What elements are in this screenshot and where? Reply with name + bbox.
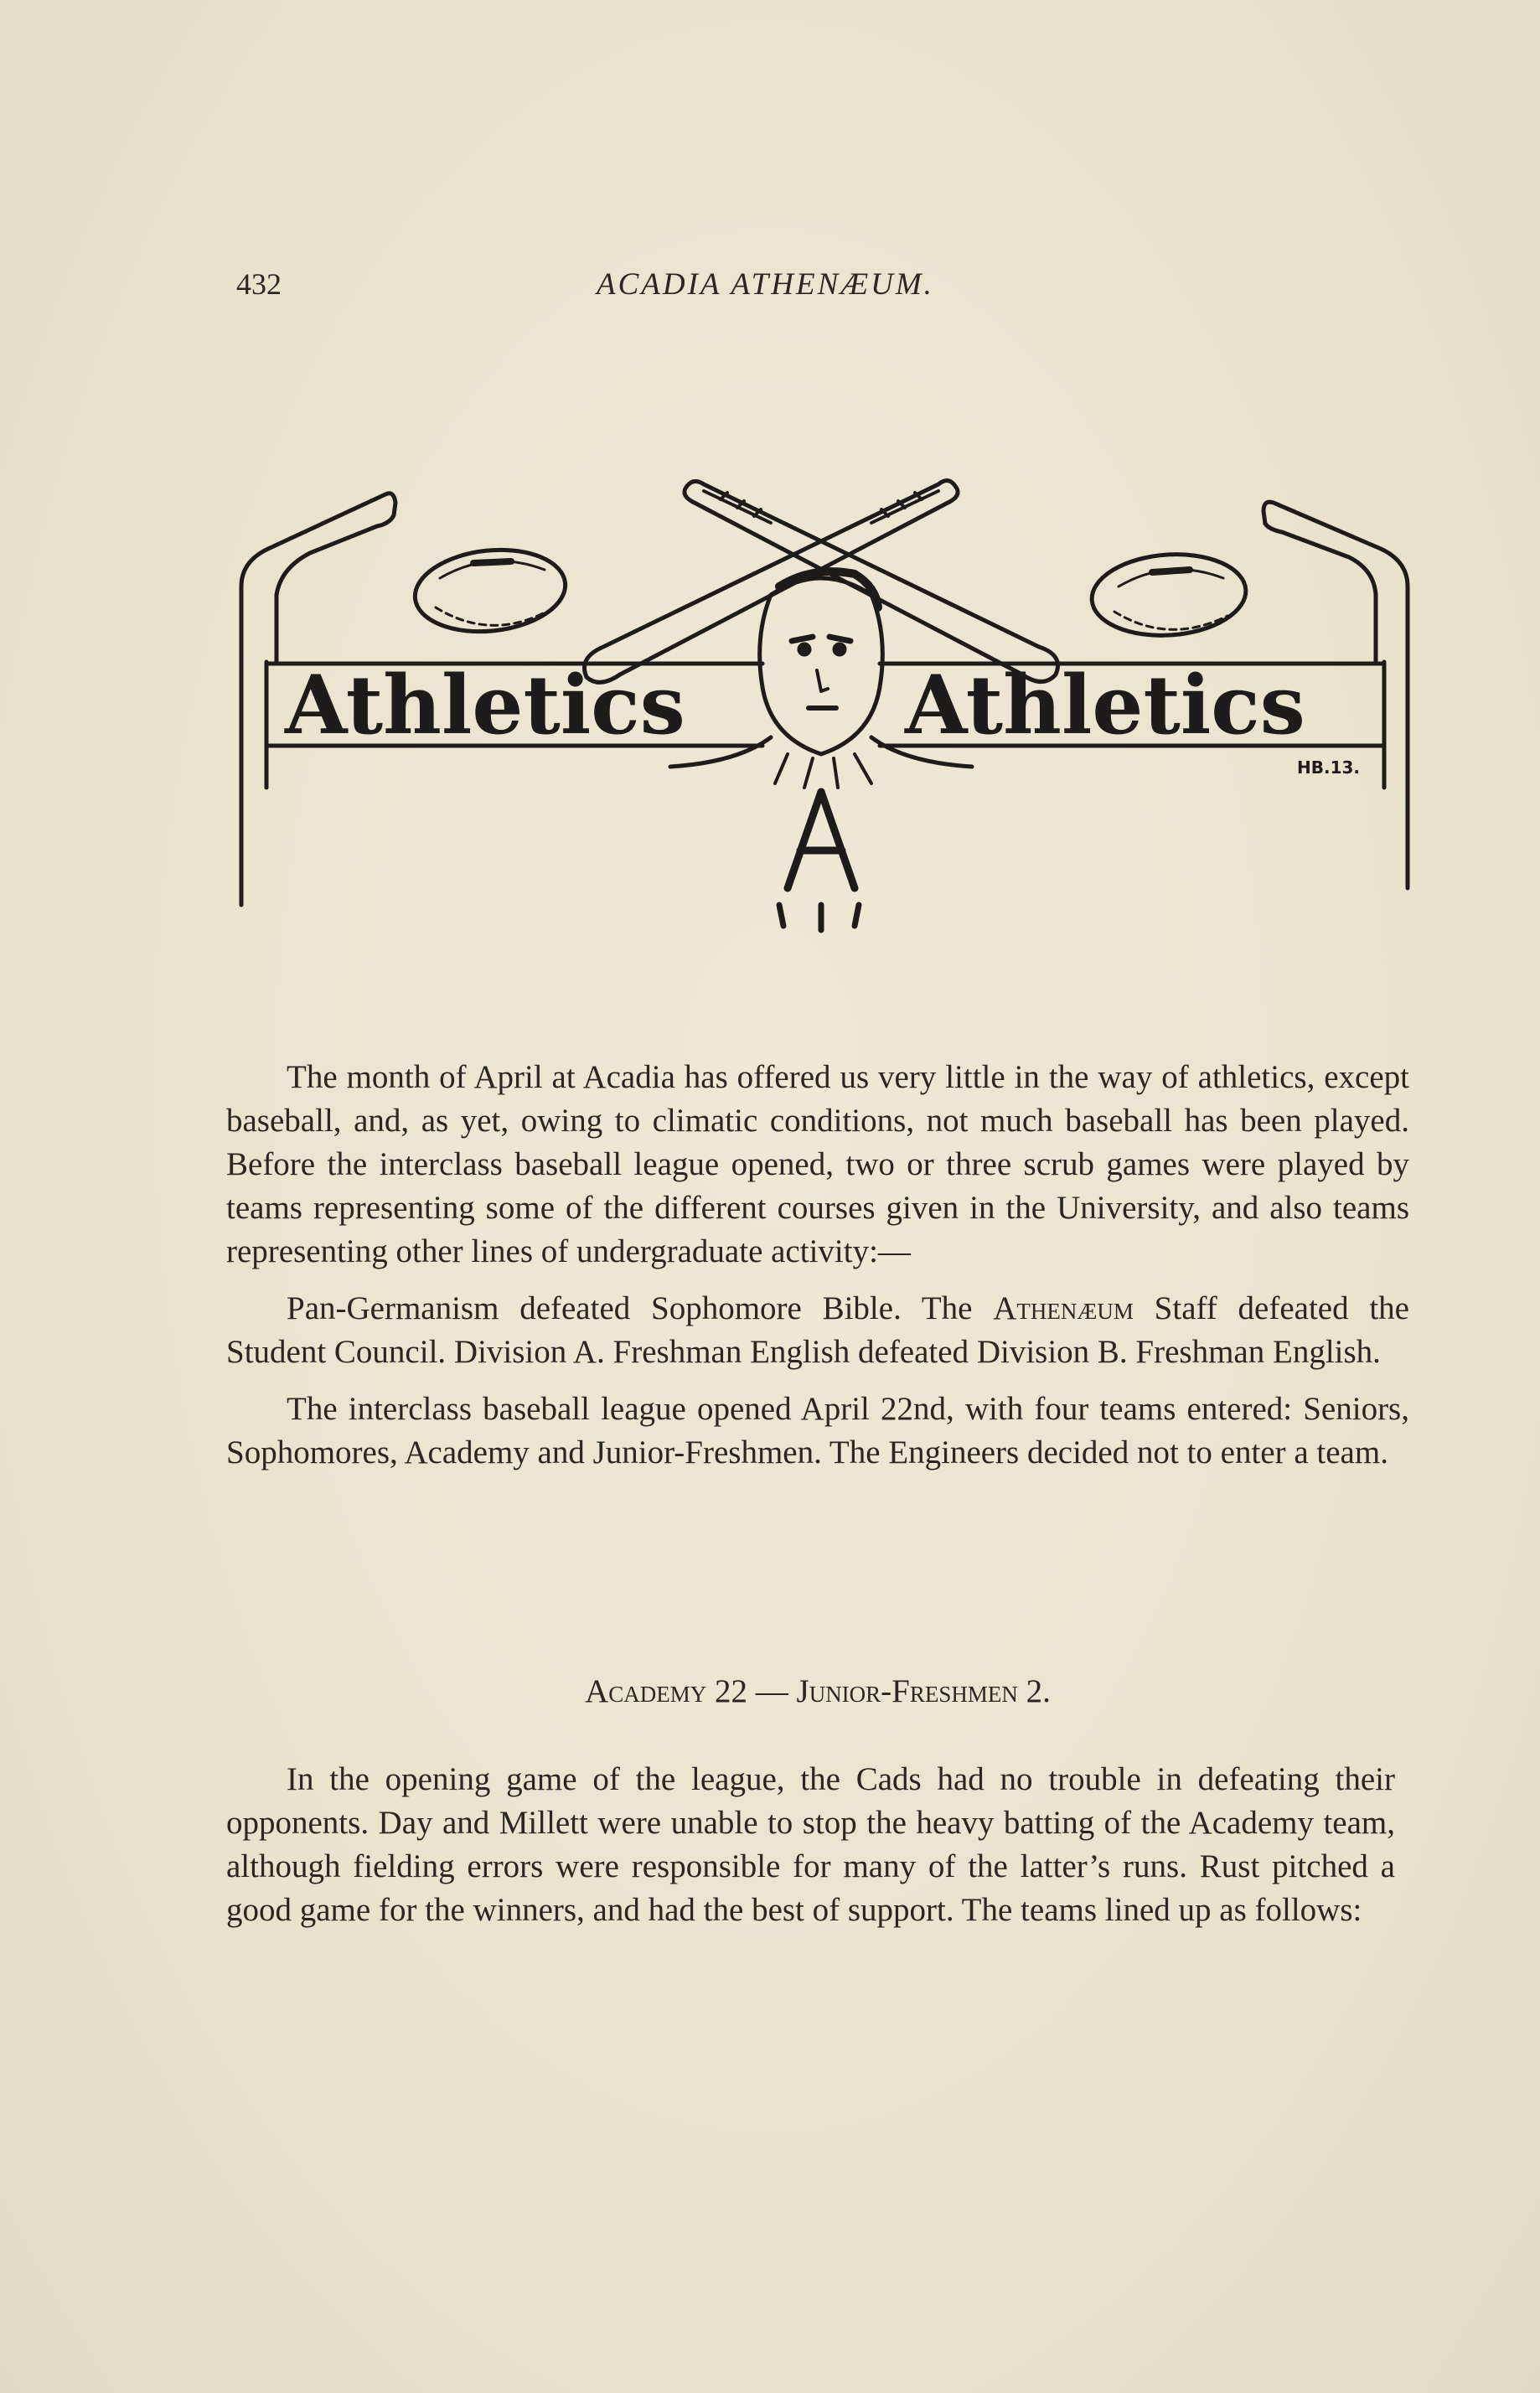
athenaeum-smallcaps: Athenæum bbox=[993, 1290, 1134, 1326]
page-header bbox=[236, 266, 1409, 317]
artist-signature: HB.13. bbox=[1297, 757, 1361, 778]
left-football-icon bbox=[411, 543, 569, 638]
right-hockey-stick-icon bbox=[1264, 502, 1408, 662]
right-football-icon bbox=[1089, 550, 1248, 641]
student-face-icon bbox=[760, 578, 883, 754]
athletics-banner bbox=[235, 469, 1424, 955]
article-intro bbox=[226, 1056, 1409, 1488]
paragraph-april-athletics: The month of April at Acadia has offered us very little in the way of athletics, except baseball, and, as yet, owing to climatic conditions, not much baseball has been played. Before the interclass baseball league opened, two or three scrub games were played by teams representing some of the different courses given in the University, and also teams representing other lines of undergraduate activity:— bbox=[226, 1059, 1409, 1269]
game-report bbox=[226, 1758, 1395, 1946]
jersey-letter-a-icon bbox=[788, 792, 855, 888]
left-hockey-stick-icon bbox=[241, 494, 395, 662]
paragraph-scrub-games-start: Pan-Germanism defeated Sophomore Bible. The bbox=[287, 1290, 973, 1326]
page-number: 432 bbox=[236, 267, 282, 301]
paragraph-league-opened: The interclass baseball league opened April 22nd, with four teams entered: Seniors, Sophomores, Academy and Junior-Freshmen. The Engineers decided not to enter a team. bbox=[226, 1391, 1409, 1470]
banner-word-right: Athletics bbox=[905, 658, 1305, 752]
running-title: ACADIA ATHENÆUM. bbox=[597, 267, 934, 302]
paragraph-scrub-games-end: Staff defeated the Student Council. Division A. Freshman English defeated Division B. Freshman English. bbox=[226, 1290, 1409, 1370]
paragraph-opening-game: In the opening game of the league, the Cads had no trouble in defeating their opponents. Day and Millett were unable to stop the heavy batting of the Academy team, although fielding errors were responsible for many of the latter’s runs. Rust pitched a good game for the winners, and had the best of support. The teams lined up as follows: bbox=[226, 1761, 1395, 1928]
paragraph-scrub-games bbox=[226, 1287, 1409, 1374]
banner-word-left: Athletics bbox=[285, 658, 685, 752]
section-heading: Academy 22 — Junior-Freshmen 2. bbox=[585, 1673, 1051, 1709]
athletics-banner-illustration bbox=[235, 469, 1424, 955]
